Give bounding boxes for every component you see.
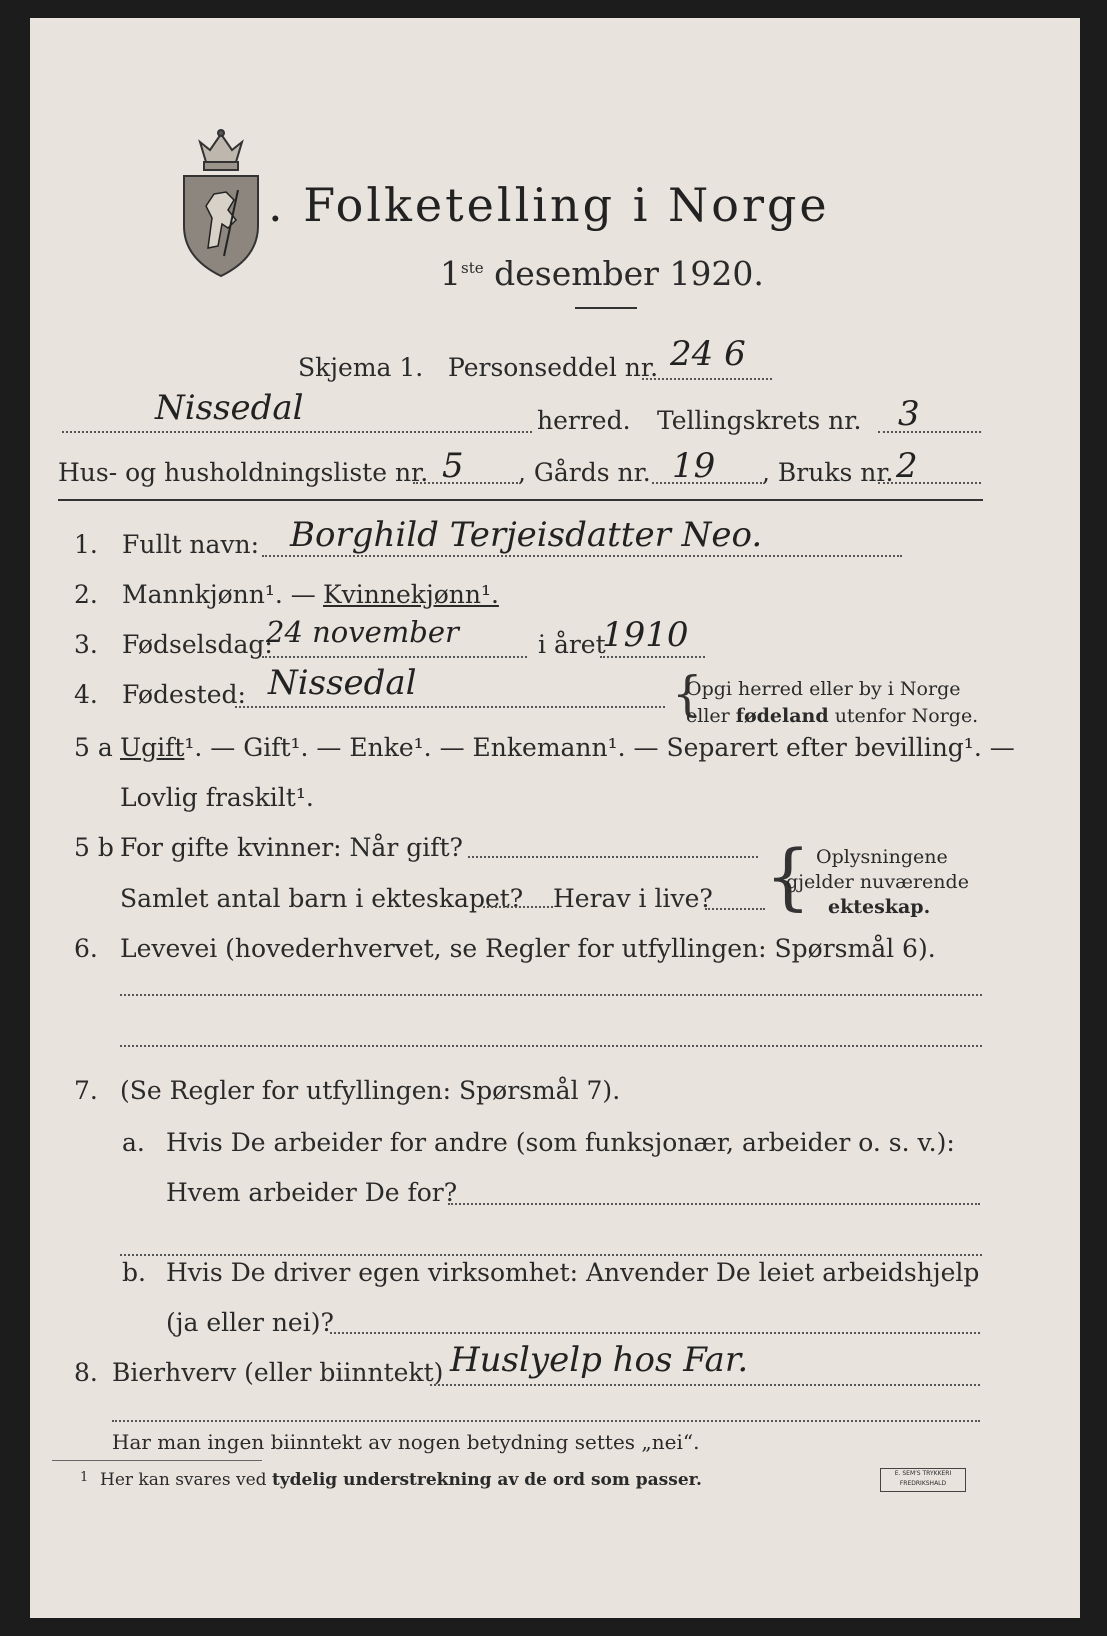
q6-number: 6. xyxy=(74,934,98,963)
gaards-label: , Gårds nr. xyxy=(518,458,651,487)
q7a-line-2: Hvem arbeider De for? xyxy=(166,1178,458,1207)
norway-coat-of-arms-icon xyxy=(178,128,264,278)
q7-number: 7. xyxy=(74,1076,98,1105)
title-underline xyxy=(575,307,637,309)
q8-label: Bierhverv (eller biinntekt) xyxy=(112,1358,444,1387)
q3-number: 3. xyxy=(74,630,98,659)
census-form: . Folketelling i Norge 1ste desember 1920. Skjema 1. Personseddel nr. 24 6 Nissedal herred. Tellingskrets nr. 3 Hus- og husholdningsliste nr. 5 , Gårds nr. 19 , Bruks nr. 2 1. Fullt navn: Borghild Terjeisdatter Neo. 2. Mannkjønn¹. — Kvinnekjønn¹. 3. Fødselsdag: 24 november i året 1910 4. Fødested: Nissedal { Opgi herred eller by i Norge eller fødeland utenfor Norge. 5 a Ugift¹. — Gift¹. — Enke¹. — Enkemann¹. — Separert efter bevilling¹. — Lovlig fraskilt¹. 5 b For gifte kvinner: Når gift? Samlet antal barn i ekteskapet? Herav i live? { Oplysningene gjelder nuværende ekteskap. 6. Levevei (hovederhvervet, se Regler for utfyllingen: Spørsmål 6). 7. (Se Regler for utfyllingen: Spørsmål 7). a. Hvis De arbeider for andre (som funksjonær, arbeider o. s. v.): Hvem arbeider De for? b. Hvis De driver egen virksomhet: Anvender De leiet arbeidshjelp (ja eller nei)? 8. Bierhverv (eller biinntekt) Huslyelp hos Far. Har man ingen biinntekt av nogen betydning settes „nei“. 1 Her kan svares ved tydelig understrekning av de ord som passer. E. SEM'S TRYKKERI FREDRIKSHALD xyxy=(30,18,1080,1618)
q4-note-line-2: eller fødeland utenfor Norge. xyxy=(686,705,979,727)
q5a-number: 5 a xyxy=(74,733,113,762)
census-date: 1ste desember 1920. xyxy=(440,254,764,293)
tellingskrets-label: Tellingskrets nr. xyxy=(657,406,862,435)
hus-label: Hus- og husholdningsliste nr. xyxy=(58,458,429,487)
q8-number: 8. xyxy=(74,1358,98,1387)
q3-label: Fødselsdag: xyxy=(122,630,273,659)
q1-full-name: Borghild Terjeisdatter Neo. xyxy=(290,515,763,555)
schema-label: Skjema 1. xyxy=(298,353,424,382)
q7b-line-2: (ja eller nei)? xyxy=(166,1308,334,1337)
q4-note-line-1: Opgi herred eller by i Norge xyxy=(686,678,961,700)
q3-year-label: i året xyxy=(538,630,606,659)
herred-label: herred. xyxy=(537,406,631,435)
q5b-note-1: Oplysningene xyxy=(816,846,948,868)
q5b-alive-label: Herav i live? xyxy=(553,884,713,913)
bruks-label: , Bruks nr. xyxy=(762,458,894,487)
q5b-number: 5 b xyxy=(74,833,114,862)
q6-text: Levevei (hovederhvervet, se Regler for utfyllingen: Spørsmål 6). xyxy=(120,934,936,963)
q7b-line-1: Hvis De driver egen virksomhet: Anvender De leiet arbeidshjelp xyxy=(166,1258,980,1287)
personseddel-value: 24 6 xyxy=(670,334,746,374)
q2-male-option: Mannkjønn¹. — xyxy=(122,580,316,609)
q1-label: Fullt navn: xyxy=(122,530,260,559)
form-title: Folketelling i Norge xyxy=(303,178,830,232)
q4-number: 4. xyxy=(74,680,98,709)
q1-number: 1. xyxy=(74,530,98,559)
footnote-divider xyxy=(52,1460,262,1461)
header-divider xyxy=(58,499,983,501)
printer-mark: E. SEM'S TRYKKERI FREDRIKSHALD xyxy=(880,1468,966,1492)
gaards-value: 19 xyxy=(672,446,716,486)
title-dot: . xyxy=(268,178,286,232)
bruks-value: 2 xyxy=(896,446,918,486)
q5a-options: Ugift¹. — Gift¹. — Enke¹. — Enkemann¹. — Separert efter bevilling¹. — xyxy=(120,733,1015,762)
q7-text: (Se Regler for utfyllingen: Spørsmål 7). xyxy=(120,1076,621,1105)
herred-value: Nissedal xyxy=(155,388,304,428)
q2-female-option-selected: Kvinnekjønn¹. xyxy=(323,580,499,609)
footnote-text: Her kan svares ved tydelig understrekning av de ord som passer. xyxy=(100,1470,702,1490)
footnote-number: 1 xyxy=(80,1470,89,1485)
q3-year: 1910 xyxy=(602,615,689,655)
q2-number: 2. xyxy=(74,580,98,609)
q4-birthplace: Nissedal xyxy=(268,663,417,703)
q7a-line-1: Hvis De arbeider for andre (som funksjonær, arbeider o. s. v.): xyxy=(166,1128,955,1157)
q8-secondary-occupation: Huslyelp hos Far. xyxy=(450,1340,749,1380)
q4-label: Fødested: xyxy=(122,680,246,709)
personseddel-label: Personseddel nr. xyxy=(448,353,659,382)
tellingskrets-value: 3 xyxy=(898,394,920,434)
q5a-selected-option: Ugift xyxy=(120,733,185,762)
q7a-label: a. xyxy=(122,1128,145,1157)
q5b-line-1: For gifte kvinner: Når gift? xyxy=(120,833,463,862)
q7b-label: b. xyxy=(122,1258,146,1287)
q5b-children-label: Samlet antal barn i ekteskapet? xyxy=(120,884,524,913)
q5b-note-3: ekteskap. xyxy=(828,896,931,918)
footer-note: Har man ingen biinntekt av nogen betydning settes „nei“. xyxy=(112,1430,700,1454)
q5a-line-2: Lovlig fraskilt¹. xyxy=(120,783,314,812)
q3-birthday: 24 november xyxy=(266,615,459,649)
q5b-note-2: gjelder nuværende xyxy=(786,871,969,893)
hus-value: 5 xyxy=(442,446,464,486)
